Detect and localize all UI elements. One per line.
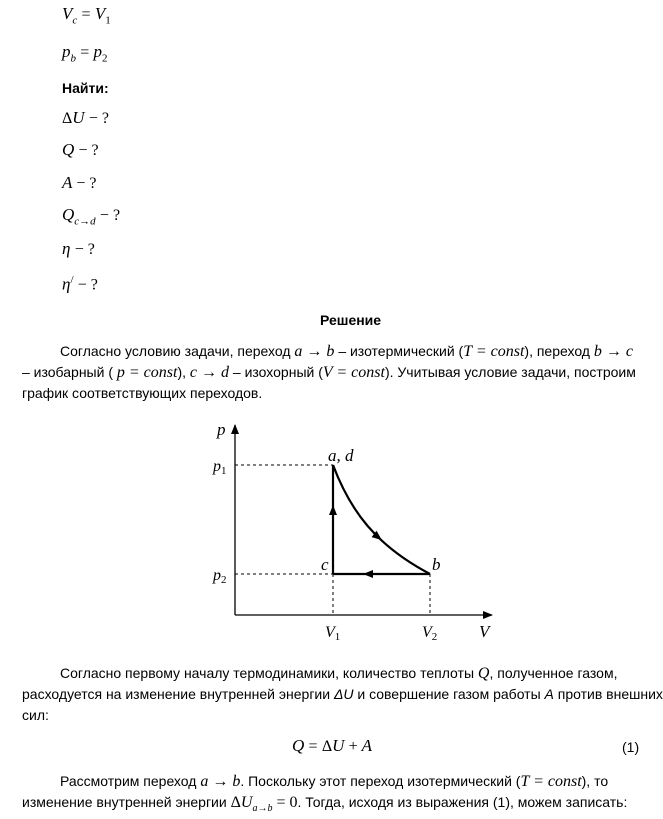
point-label-b: b	[432, 555, 441, 574]
solution-paragraph-3-cont: изменение внутренней энергии $\Delta U_{a\to b} = 0$. Тогда, исходя из выражения (1), можем записать:	[22, 794, 628, 815]
find-heading: Найти:	[62, 80, 109, 96]
solution-paragraph-2-cont: расходуется на изменение внутренней энергии ΔU и совершение газом работы A против внешних сил:	[22, 686, 663, 723]
tick-v2: V2	[422, 624, 438, 643]
point-label-c: c	[321, 555, 329, 574]
y-axis-label: p	[217, 420, 226, 439]
arrow-bc-icon	[363, 570, 373, 578]
solution-paragraph-2: Согласно первому началу термодинамики, количество теплоты Q, полученное газом,	[60, 665, 618, 682]
find-item-q: Q − ?	[62, 140, 99, 159]
tick-p1: p1	[213, 458, 227, 477]
solution-paragraph-1: Согласно условию задачи, переход a → b – изотермический (T = const), переход b → c	[60, 343, 633, 360]
find-item-eta-prime: η/ − ?	[62, 274, 98, 294]
solution-heading: Решение	[320, 312, 382, 328]
solution-paragraph-3: Рассмотрим переход a → b. Поскольку этот переход изотермический (T = const), то	[60, 773, 609, 790]
tick-v1: V1	[325, 624, 341, 643]
find-item-eta: η − ?	[62, 239, 95, 258]
find-item-qcd: $Q_{c\to d}$ − ?	[62, 205, 121, 228]
given-pb: $p_b = p_2$	[62, 42, 108, 65]
tick-p2: p2	[213, 567, 227, 586]
find-item-a: A − ?	[62, 173, 97, 192]
equation-number: (1)	[622, 739, 640, 755]
given-vc: $V_c = V_1$	[62, 4, 111, 27]
x-axis-label: V	[479, 622, 490, 641]
point-label-ad: a, d	[328, 446, 354, 465]
find-item-du: ΔU − ?	[62, 108, 109, 127]
arrow-cd-icon	[329, 505, 337, 515]
isotherm-ab	[333, 465, 430, 574]
pv-diagram	[0, 415, 647, 655]
solution-paragraph-1-line2: – изобарный ( p = const), c → d – изохорный (V = const). Учитывая условие задачи, построим график соответствующих переходов.	[22, 364, 636, 401]
equation-1: Q = ΔU + A	[292, 736, 372, 755]
